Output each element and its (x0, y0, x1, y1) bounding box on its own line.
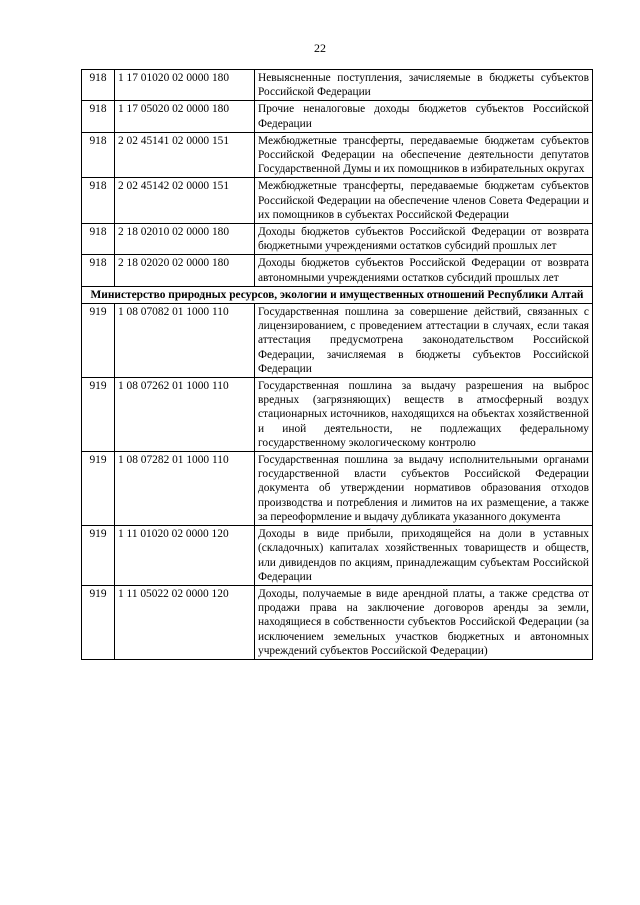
income-name-cell: Невыясненные поступления, зачисляемые в бюджеты субъектов Российской Федерации (255, 70, 593, 101)
income-code-cell: 2 18 02020 02 0000 180 (115, 255, 255, 286)
income-name-cell: Межбюджетные трансферты, передаваемые бюджетам субъектов Российской Федерации на обеспечение членов Совета Федерации и их помощников в субъектах Российской Федерации (255, 178, 593, 224)
income-name-cell: Доходы, получаемые в виде арендной платы, а также средства от продажи права на заключение договоров аренды за земли, находящиеся в собственности субъектов Российской Федерации (за исключением земельных участков бюджетных и автономных учреждений субъектов Российской Федерации) (255, 585, 593, 659)
table-row (82, 224, 593, 255)
income-name-cell: Доходы бюджетов субъектов Российской Федерации от возврата бюджетными учреждениями остатков субсидий прошлых лет (255, 224, 593, 255)
income-name-cell: Межбюджетные трансферты, передаваемые бюджетам субъектов Российской Федерации на обеспечение деятельности депутатов Государственной Думы и их помощников в избирательных округах (255, 132, 593, 178)
table-row (82, 304, 593, 378)
table-row (82, 255, 593, 286)
table-row (82, 178, 593, 224)
income-code-cell: 1 11 01020 02 0000 120 (115, 526, 255, 586)
admin-code-cell: 919 (82, 452, 115, 526)
income-codes-table (81, 69, 593, 660)
admin-code-cell: 919 (82, 585, 115, 659)
table-row (82, 526, 593, 586)
admin-code-cell: 919 (82, 526, 115, 586)
income-name-cell: Государственная пошлина за выдачу разрешения на выброс вредных (загрязняющих) веществ в атмосферный воздух стационарных источников, находящихся на объектах хозяйственной и иной деятельности, не подлежащих федеральному государственному экологическому контролю (255, 378, 593, 452)
admin-code-cell: 918 (82, 178, 115, 224)
admin-code-cell: 918 (82, 70, 115, 101)
admin-code-cell: 918 (82, 224, 115, 255)
income-code-cell: 1 11 05022 02 0000 120 (115, 585, 255, 659)
income-name-cell: Доходы бюджетов субъектов Российской Федерации от возврата автономными учреждениями остатков субсидий прошлых лет (255, 255, 593, 286)
admin-code-cell: 918 (82, 132, 115, 178)
income-code-cell: 2 02 45142 02 0000 151 (115, 178, 255, 224)
admin-code-cell: 918 (82, 101, 115, 132)
section-header-row (82, 286, 593, 303)
income-code-cell: 1 17 01020 02 0000 180 (115, 70, 255, 101)
table-row (82, 101, 593, 132)
income-name-cell: Прочие неналоговые доходы бюджетов субъектов Российской Федерации (255, 101, 593, 132)
admin-code-cell: 919 (82, 304, 115, 378)
income-code-cell: 1 08 07262 01 1000 110 (115, 378, 255, 452)
section-title: Министерство природных ресурсов, экологии и имущественных отношений Республики Алтай (82, 286, 593, 303)
page-number: 22 (314, 41, 326, 55)
table-row (82, 452, 593, 526)
income-name-cell: Доходы в виде прибыли, приходящейся на доли в уставных (складочных) капиталах хозяйственных товариществ и обществ, или дивидендов по акциям, принадлежащим субъектам Российской Федерации (255, 526, 593, 586)
income-code-cell: 2 18 02010 02 0000 180 (115, 224, 255, 255)
income-code-cell: 1 17 05020 02 0000 180 (115, 101, 255, 132)
income-name-cell: Государственная пошлина за выдачу исполнительными органами государственной власти субъектов Российской Федерации документа об утверждении нормативов образования отходов производства и потребления и лимитов на их размещение, а также за переоформление и выдачу дубликата указанного документа (255, 452, 593, 526)
income-code-cell: 1 08 07082 01 1000 110 (115, 304, 255, 378)
table-row (82, 70, 593, 101)
income-code-cell: 2 02 45141 02 0000 151 (115, 132, 255, 178)
table-row (82, 132, 593, 178)
table-row (82, 585, 593, 659)
income-code-cell: 1 08 07282 01 1000 110 (115, 452, 255, 526)
admin-code-cell: 918 (82, 255, 115, 286)
admin-code-cell: 919 (82, 378, 115, 452)
income-name-cell: Государственная пошлина за совершение действий, связанных с лицензированием, с проведением аттестации в случаях, если такая аттестация предусмотрена законодательством Российской Федерации, зачисляемая в бюджеты субъектов Российской Федерации (255, 304, 593, 378)
table-row (82, 378, 593, 452)
